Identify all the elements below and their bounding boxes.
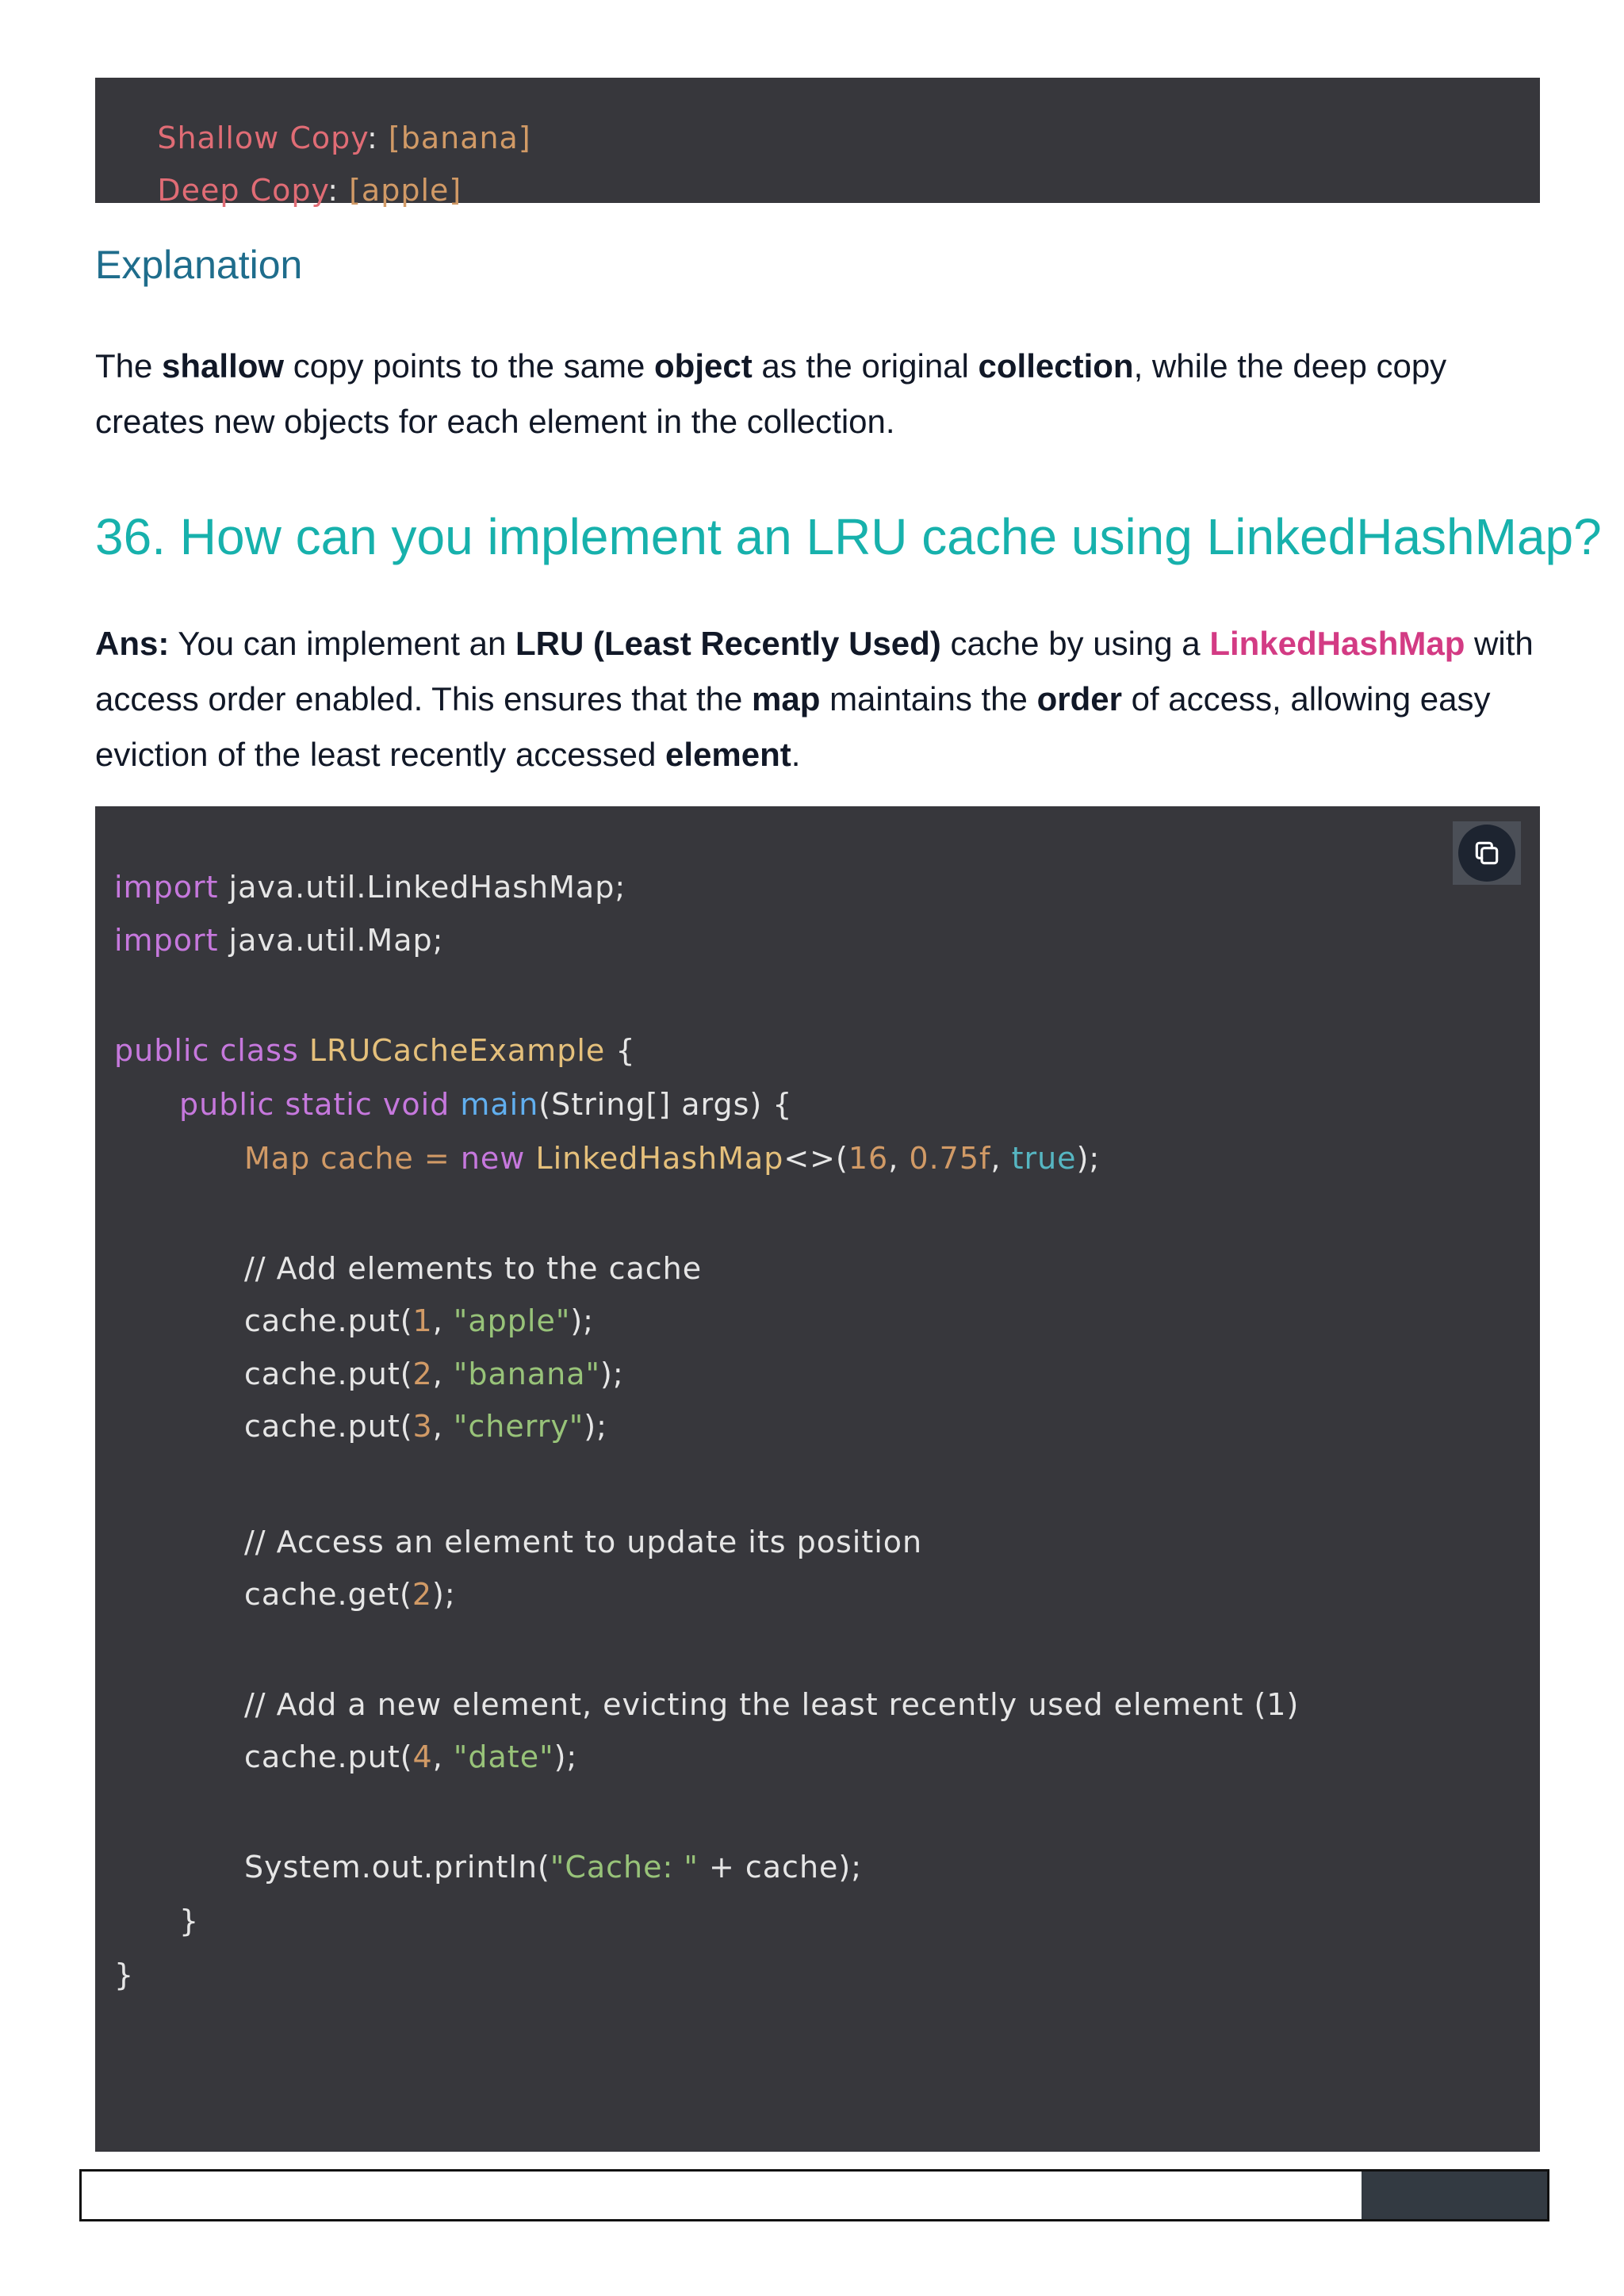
code-comment-evict: // Add a new element, evicting the least recently used element (1) [244, 1687, 1300, 1722]
separator: : [366, 121, 378, 155]
footer-bar [79, 2169, 1549, 2221]
code-line-close-class: } [114, 1957, 135, 1992]
code-comment-add: // Add elements to the cache [244, 1251, 703, 1286]
code-line-put1: cache.put(1, "apple"); [244, 1303, 594, 1338]
code-line-import1: import java.util.LinkedHashMap; [114, 870, 626, 905]
question-title: 36. How can you implement an LRU cache using LinkedHashMap? [95, 508, 1602, 565]
deep-value: [apple] [349, 173, 462, 208]
code-line-println: System.out.println("Cache: " + cache); [244, 1850, 863, 1885]
code-line-put4: cache.put(4, "date"); [244, 1739, 578, 1774]
code-line-get: cache.get(2); [244, 1577, 456, 1612]
explanation-heading: Explanation [95, 243, 303, 287]
copy-icon [1472, 838, 1502, 868]
code-comment-access: // Access an element to update its position [244, 1525, 923, 1559]
code-line-class: public class LRUCacheExample { [114, 1033, 636, 1068]
main-code-block [95, 806, 1540, 2152]
code-line-map: Map cache = new LinkedHashMap<>(16, 0.75f, true); [244, 1141, 1101, 1176]
footer-dark-segment [1362, 2172, 1547, 2219]
deep-label: Deep Copy [157, 173, 328, 208]
output-code-block [95, 78, 1540, 208]
output-line-deep [116, 138, 462, 243]
code-line-put2: cache.put(2, "banana"); [244, 1357, 624, 1391]
code-line-close-method: } [179, 1904, 200, 1938]
copy-button-circle[interactable] [1458, 825, 1515, 882]
separator: : [327, 173, 339, 208]
shallow-label: Shallow Copy [157, 121, 367, 155]
answer-paragraph: Ans: You can implement an LRU (Least Recently Used) cache by using a LinkedHashMap with access order enabled. This ensures that the map maintains the order of access, allowing easy eviction of the least recently accessed element. [95, 625, 1534, 773]
shallow-value: [banana] [388, 121, 531, 155]
ans-label: Ans: [95, 625, 170, 662]
copy-button[interactable] [1453, 821, 1521, 885]
explanation-paragraph: The shallow copy points to the same object as the original collection, while the deep copy creates new objects for each element in the collection. [95, 347, 1447, 440]
linkedhashmap-highlight: LinkedHashMap [1209, 625, 1465, 662]
code-line-main: public static void main(String[] args) { [179, 1087, 793, 1122]
code-line-import2: import java.util.Map; [114, 923, 444, 958]
code-line-put3: cache.put(3, "cherry"); [244, 1409, 607, 1444]
